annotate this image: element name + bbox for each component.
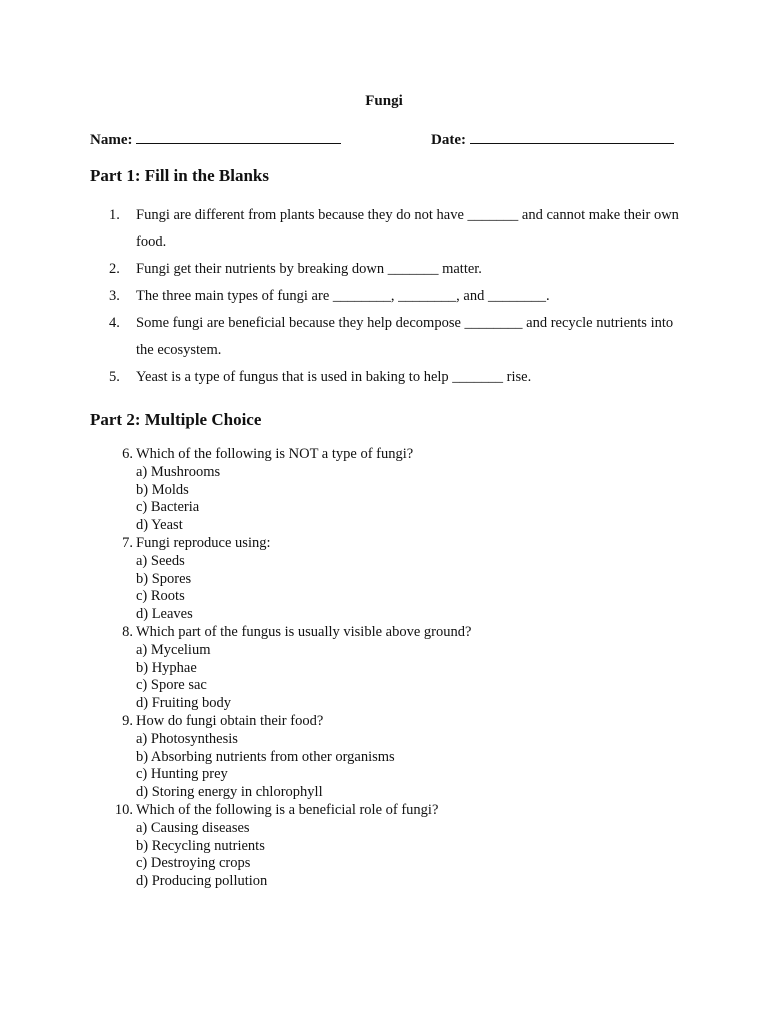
part1-heading: Part 1: Fill in the Blanks	[90, 166, 269, 185]
answer-option: c) Roots	[136, 588, 185, 605]
item-text: The three main types of fungi are ________, ________, and ________.	[136, 288, 550, 304]
name-label: Name:	[90, 132, 133, 148]
item-number: 3.	[109, 288, 120, 304]
answer-options	[136, 820, 690, 891]
question-item	[90, 446, 690, 535]
answer-options	[136, 642, 690, 713]
answer-option: d) Fruiting body	[136, 695, 232, 712]
question-item	[90, 624, 690, 713]
name-field	[90, 129, 341, 149]
answer-option: a) Mycelium	[136, 641, 211, 658]
answer-option: b) Hyphae	[136, 659, 197, 676]
answer-option: a) Photosynthesis	[136, 730, 238, 747]
item-number: 2.	[109, 261, 120, 277]
question-number: 9.	[122, 712, 133, 729]
question-item	[90, 802, 690, 891]
multiple-choice-list	[90, 446, 690, 891]
question-number: 6.	[122, 446, 133, 462]
fill-in-blanks-list	[90, 202, 690, 391]
answer-option: b) Recycling nutrients	[136, 837, 265, 854]
answer-option: a) Mushrooms	[136, 463, 221, 480]
answer-option: a) Causing diseases	[136, 819, 250, 836]
answer-option: c) Bacteria	[136, 499, 200, 516]
question-item	[90, 535, 690, 624]
item-text: Fungi get their nutrients by breaking down _______ matter.	[136, 261, 482, 277]
list-item	[90, 256, 690, 283]
answer-option: b) Absorbing nutrients from other organisms	[136, 748, 395, 765]
question-item	[90, 713, 690, 802]
question-number: 10.	[114, 801, 133, 818]
answer-option: d) Leaves	[136, 606, 193, 623]
answer-option: d) Producing pollution	[136, 873, 268, 890]
question-number: 8.	[122, 623, 133, 640]
date-field	[431, 129, 674, 149]
name-blank-line	[136, 129, 341, 144]
question-text: Which of the following is a beneficial role of fungi?	[136, 801, 439, 818]
item-number: 4.	[109, 315, 120, 331]
list-item	[90, 364, 690, 391]
page-title: Fungi	[365, 93, 403, 109]
answer-option: b) Molds	[136, 481, 189, 498]
item-text: Fungi are different from plants because they do not have _______ and cannot make their own food.	[136, 207, 679, 250]
question-text: Which part of the fungus is usually visible above ground?	[136, 623, 472, 640]
part2-heading: Part 2: Multiple Choice	[90, 410, 262, 429]
answer-option: d) Storing energy in chlorophyll	[136, 784, 323, 801]
item-number: 1.	[109, 207, 120, 223]
date-blank-line	[470, 129, 674, 144]
list-item	[90, 310, 690, 364]
answer-option: c) Spore sac	[136, 677, 207, 694]
list-item	[90, 283, 690, 310]
answer-options	[136, 731, 690, 802]
question-text: How do fungi obtain their food?	[136, 712, 324, 729]
question-text: Fungi reproduce using:	[136, 534, 271, 551]
answer-option: a) Seeds	[136, 552, 185, 569]
answer-options	[136, 553, 690, 624]
date-label: Date:	[431, 132, 466, 148]
item-text: Yeast is a type of fungus that is used in baking to help _______ rise.	[136, 369, 532, 385]
answer-option: c) Destroying crops	[136, 855, 251, 872]
answer-option: d) Yeast	[136, 517, 183, 534]
answer-option: c) Hunting prey	[136, 766, 228, 783]
question-number: 7.	[122, 534, 133, 551]
question-text: Which of the following is NOT a type of fungi?	[136, 446, 414, 462]
item-number: 5.	[109, 369, 120, 385]
answer-option: b) Spores	[136, 570, 192, 587]
list-item	[90, 202, 690, 256]
item-text: Some fungi are beneficial because they help decompose ________ and recycle nutrients into the ecosystem.	[136, 315, 674, 358]
answer-options	[136, 464, 690, 535]
